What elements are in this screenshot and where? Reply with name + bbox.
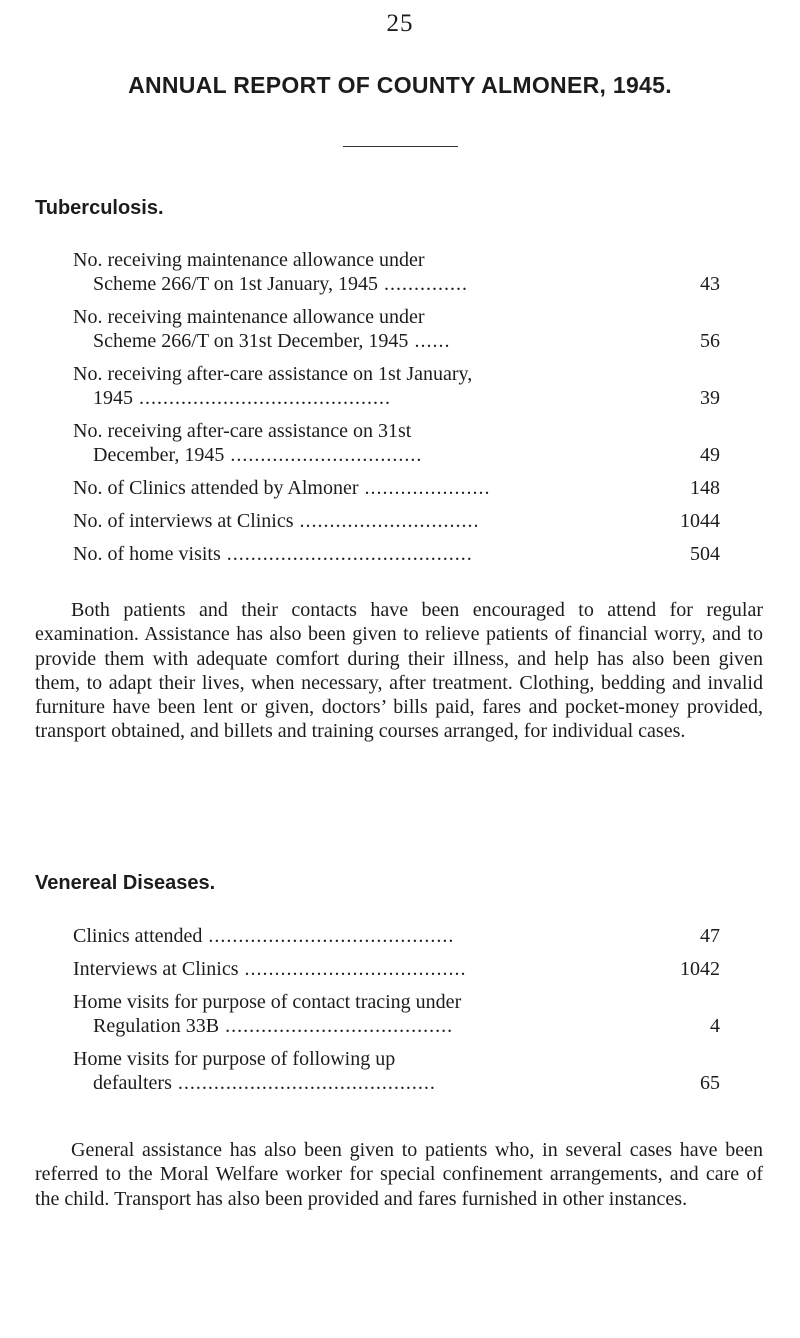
stat-row (73, 419, 720, 467)
stat-label-line: No. receiving maintenance allowance under (73, 249, 425, 271)
stat-value: 1042 (680, 958, 720, 980)
tuberculosis-stats (73, 248, 720, 575)
stat-label-line: No. of interviews at Clinics (73, 510, 294, 532)
stat-label-line: No. of Clinics attended by Almoner (73, 477, 359, 499)
venereal-diseases-heading: Venereal Diseases. (35, 872, 216, 894)
stat-label-line: No. of home visits (73, 543, 221, 565)
stat-value: 43 (700, 273, 720, 295)
dot-leader: ................................ (224, 444, 423, 466)
stat-label-line: No. receiving after-care assistance on 1st January, (73, 363, 473, 385)
dot-leader: ...................................... (219, 1015, 454, 1037)
stat-row (73, 248, 720, 296)
venereal-diseases-stats (73, 924, 720, 1104)
dot-leader: .......................................... (133, 387, 391, 409)
stat-label-line: Home visits for purpose of contact tracing under (73, 991, 462, 1013)
stat-row (73, 509, 720, 533)
stat-row (73, 476, 720, 500)
report-title: ANNUAL REPORT OF COUNTY ALMONER, 1945. (128, 72, 672, 98)
stat-row (73, 924, 720, 948)
tuberculosis-paragraph: Both patients and their contacts have been encouraged to attend for regular examination. Assistance has also been given to relieve patients of financial worry, and to provide them with adequate comfort during their illness, and help has also been given them, to adapt their lives, when necessary, after treatment. Clothing, bedding and invalid furniture have been lent or given, doctors’ bills paid, fares and pocket-money provided, transport obtained, and billets and training courses arranged, for individual cases. (35, 599, 763, 743)
stat-row (73, 1047, 720, 1095)
stat-value: 504 (690, 543, 720, 565)
stat-label-line: No. receiving maintenance allowance under (73, 306, 425, 328)
dot-leader: ..................... (358, 477, 491, 499)
stat-label-line: December, 1945 (93, 444, 225, 466)
stat-label-line: Scheme 266/T on 31st December, 1945 (93, 330, 409, 352)
page-number: 25 (386, 10, 414, 37)
stat-row (73, 362, 720, 410)
dot-leader: ......................................... (202, 925, 455, 947)
stat-label-line: Interviews at Clinics (73, 958, 239, 980)
stat-label-line: 1945 (93, 387, 133, 409)
dot-leader: .............. (377, 273, 468, 295)
stat-value: 4 (710, 1015, 720, 1037)
dot-leader: ..................................... (238, 958, 467, 980)
stat-value: 56 (700, 330, 720, 352)
stat-row (73, 990, 720, 1038)
stat-row (73, 957, 720, 981)
stat-label-line: Scheme 266/T on 1st January, 1945 (93, 273, 378, 295)
stat-row (73, 542, 720, 566)
stat-label-line: No. receiving after-care assistance on 31st (73, 420, 412, 442)
dot-leader: ...... (408, 330, 451, 352)
stat-value: 65 (700, 1072, 720, 1094)
stat-label-line: Home visits for purpose of following up (73, 1048, 396, 1070)
stat-row (73, 305, 720, 353)
stat-label-line: Clinics attended (73, 925, 203, 947)
stat-value: 49 (700, 444, 720, 466)
stat-label-line: defaulters (93, 1072, 172, 1094)
stat-value: 39 (700, 387, 720, 409)
dot-leader: .............................. (293, 510, 480, 532)
dot-leader: ......................................... (220, 543, 473, 565)
stat-label-line: Regulation 33B (93, 1015, 220, 1037)
tuberculosis-heading: Tuberculosis. (35, 197, 164, 219)
stat-value: 1044 (680, 510, 720, 532)
dot-leader: ........................................... (171, 1072, 436, 1094)
title-divider (343, 146, 458, 147)
stat-value: 47 (700, 925, 720, 947)
venereal-diseases-paragraph: General assistance has also been given to patients who, in several cases have been referred to the Moral Welfare worker for special confinement arrangements, and care of the child. Transport has also been provided and fares furnished in other instances. (35, 1139, 763, 1210)
stat-value: 148 (690, 477, 720, 499)
